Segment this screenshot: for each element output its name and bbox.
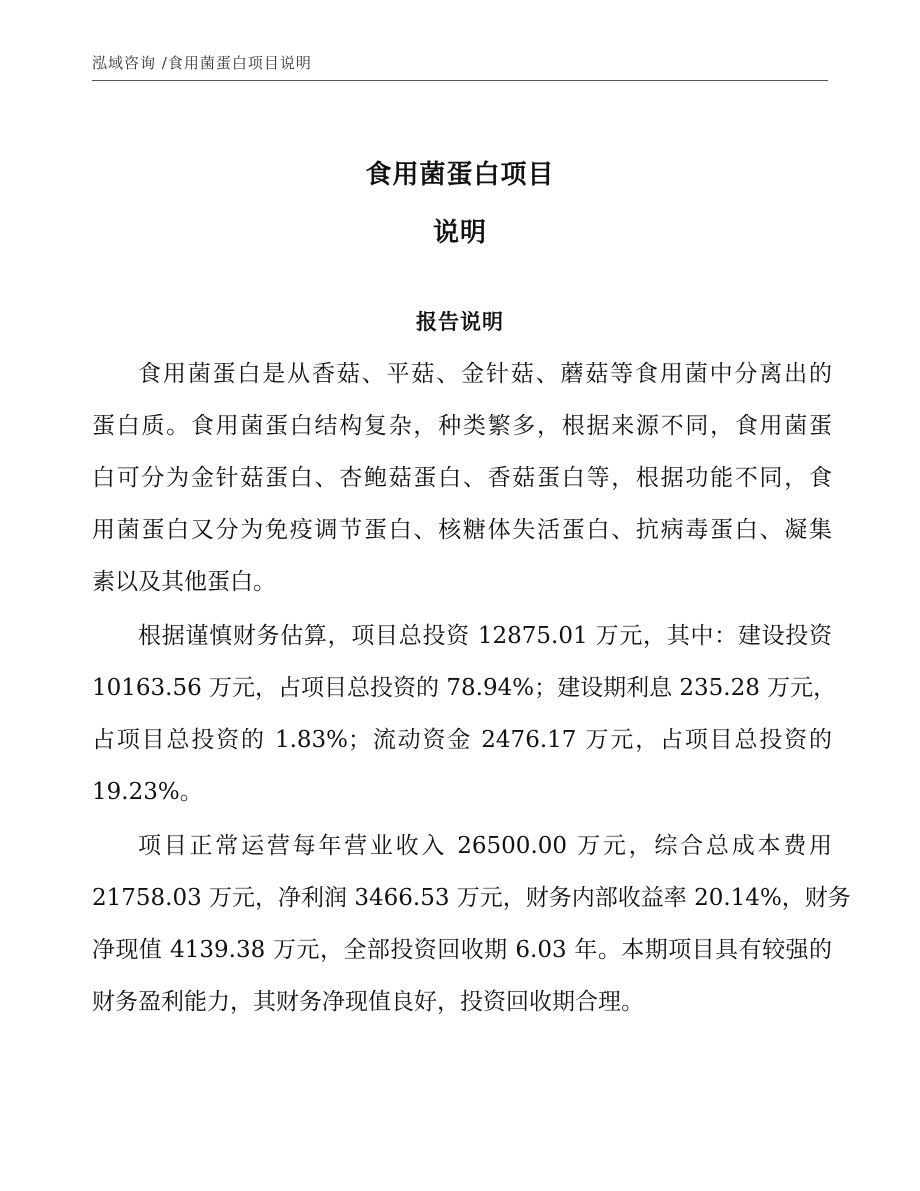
header-divider	[92, 80, 828, 81]
running-header: 泓域咨询 /食用菌蛋白项目说明	[92, 54, 312, 72]
paragraph-line: 10163.56 万元，占项目总投资的 78.94%；建设期利息 235.28 万元，	[92, 675, 837, 701]
paragraph-line: 财务盈利能力，其财务净现值良好，投资回收期合理。	[92, 989, 644, 1015]
paragraph-line: 根据谨慎财务估算，项目总投资 12875.01 万元，其中：建设投资	[138, 623, 832, 649]
paragraph-line: 用菌蛋白又分为免疫调节蛋白、核糖体失活蛋白、抗病毒蛋白、凝集	[92, 517, 832, 543]
paragraph-line: 19.23%。	[92, 779, 203, 805]
paragraph-line: 素以及其他蛋白。	[92, 569, 276, 595]
section-heading: 报告说明	[416, 310, 504, 334]
document-title: 食用菌蛋白项目	[365, 160, 555, 190]
paragraph-line: 21758.03 万元，净利润 3466.53 万元，财务内部收益率 20.14%，财务	[92, 885, 851, 911]
paragraph-line: 净现值 4139.38 万元，全部投资回收期 6.03 年。本期项目具有较强的	[92, 937, 832, 963]
paragraph-line: 白可分为金针菇蛋白、杏鲍菇蛋白、香菇蛋白等，根据功能不同，食	[92, 465, 832, 491]
document-subtitle: 说明	[432, 218, 487, 248]
paragraph-line: 项目正常运营每年营业收入 26500.00 万元，综合总成本费用	[138, 833, 832, 859]
paragraph-line: 占项目总投资的 1.83%；流动资金 2476.17 万元，占项目总投资的	[92, 727, 832, 753]
paragraph-line: 蛋白质。食用菌蛋白结构复杂，种类繁多，根据来源不同，食用菌蛋	[92, 413, 832, 439]
paragraph-line: 食用菌蛋白是从香菇、平菇、金针菇、蘑菇等食用菌中分离出的	[138, 361, 832, 387]
